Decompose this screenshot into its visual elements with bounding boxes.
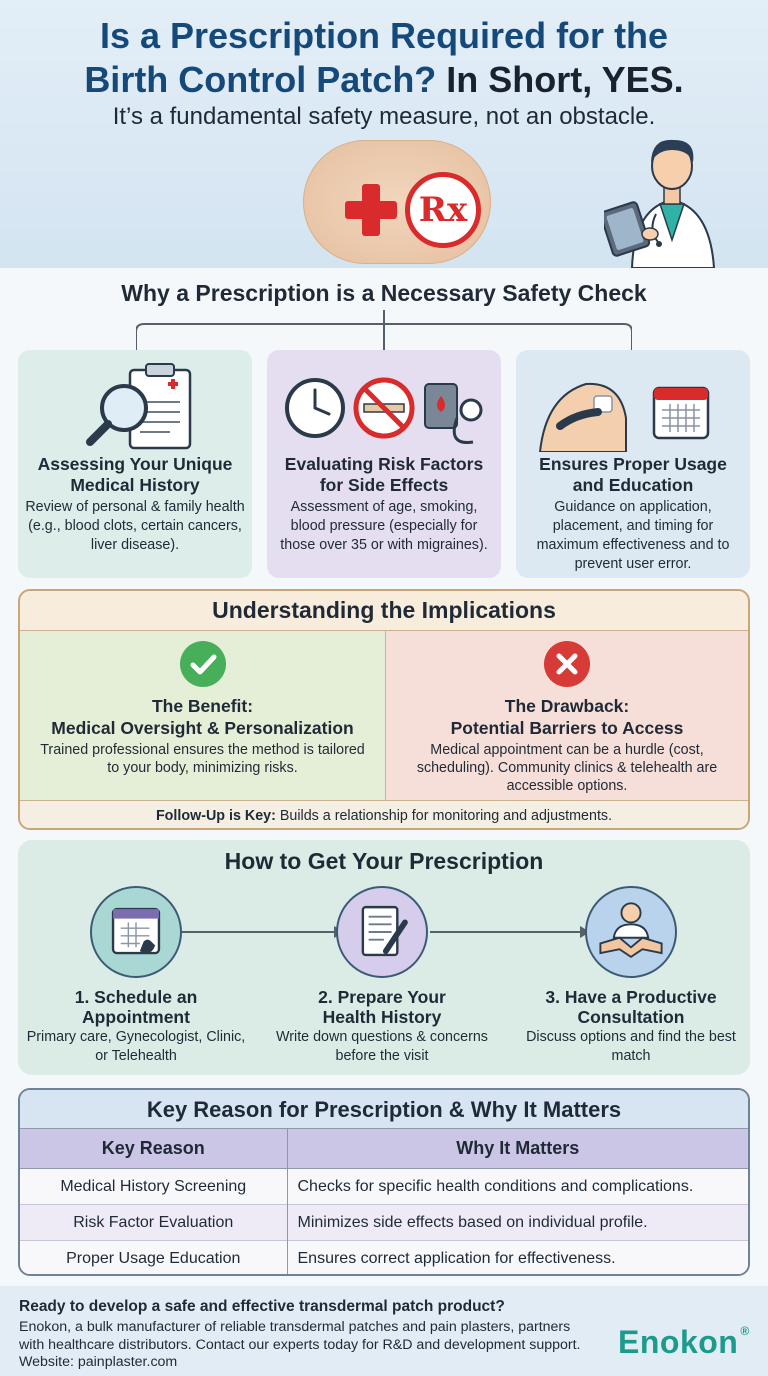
step-schedule [21,886,251,1066]
clock-icon [287,380,343,436]
risk-factor-icons [267,356,501,452]
table-title: Key Reason for Prescription & Why It Matters [20,1090,748,1128]
calendar-phone-icon [90,886,182,978]
table-row [20,1169,748,1205]
step-title: 1. Schedule an Appointment [74,987,198,1027]
benefit-column [20,630,386,800]
drawback-text: Medical appointment can be a hurdle (cost, scheduling). Community clinics & telehealth are accessible options. [416,742,718,794]
card-title: Evaluating Risk Factors for Side Effects [284,454,484,495]
card-medical-history [18,350,252,578]
card-risk-factors [267,350,501,578]
brand-logo[interactable] [618,1324,750,1361]
page-subtitle: It’s a fundamental safety measure, not an obstacle. [112,103,656,130]
step-title: 2. Prepare Your Health History [318,987,446,1027]
card-text: Guidance on application, placement, and timing for maximum effectiveness and to prevent user error. [536,499,730,572]
registered-mark: ® [740,1324,750,1338]
footer-blurb: Enokon, a bulk manufacturer of reliable transdermal patches and pain plasters, partners with healthcare distributors. Contact our experts today for R&D and development support. Website: painplaster.com [19,1319,581,1370]
checkmark-icon [180,641,226,687]
table-row [20,1241,748,1277]
patch-on-shoulder-icon [540,384,626,452]
table-cell: Medical History Screening [20,1169,287,1205]
table-grid [20,1128,748,1276]
calendar-icon [654,388,708,438]
how-to-section [18,840,750,1075]
card-text: Review of personal & family health (e.g., blood clots, certain cancers, liver disease). [25,499,245,553]
section-connector-lines [136,310,632,352]
followup-label: Follow-Up is Key: [155,808,276,824]
table-cell: Ensures correct application for effectiveness. [287,1241,748,1277]
table-cell: Minimizes side effects based on individual profile. [287,1205,748,1241]
no-smoking-icon [356,380,412,436]
table-cell: Risk Factor Evaluation [20,1205,287,1241]
doctor-handshake-icon [585,886,677,978]
hero-banner [0,0,768,268]
column-header: Why It Matters [287,1129,748,1169]
step-title: 3. Have a Productive Consultation [545,987,717,1027]
doctor-with-tablet-icon [604,130,740,268]
reasons-table [18,1088,750,1276]
column-header: Key Reason [20,1129,287,1169]
medical-cross-icon [345,184,397,236]
implications-title: Understanding the Implications [212,597,556,623]
drawback-column [386,630,748,800]
why-section-title: Why a Prescription is a Necessary Safety Check [121,280,647,306]
blood-pressure-icon [425,384,481,443]
card-title: Assessing Your Unique Medical History [37,454,233,495]
x-mark-icon [544,641,590,687]
title-question: Birth Control Patch? [84,59,437,100]
followup-note [20,800,748,830]
footer [0,1286,768,1376]
card-proper-usage [516,350,750,578]
rx-icon: Rx [405,172,481,248]
card-text: Assessment of age, smoking, blood pressure (especially for those over 35 or with migraines). [280,499,488,553]
implications-section [18,589,750,830]
table-header-row [20,1129,748,1169]
patch-calendar-icons [516,356,750,452]
clipboard-magnifier-icon [18,356,252,452]
drawback-title: The Drawback: Potential Barriers to Access [450,696,684,738]
table-cell: Checks for specific health conditions and complications. [287,1169,748,1205]
step-text: Primary care, Gynecologist, Clinic, or Telehealth [26,1029,246,1064]
card-title: Ensures Proper Usage and Education [539,454,727,495]
step-consult [516,886,746,1066]
notepad-pen-icon [336,886,428,978]
benefit-text: Trained professional ensures the method is tailored to your body, minimizing risks. [40,742,365,776]
page-title-line2 [0,58,768,102]
logo-text: Enokon [618,1324,739,1360]
benefit-title: The Benefit: Medical Oversight & Personalization [51,696,354,738]
title-answer: In Short, YES. [436,59,684,100]
table-cell: Proper Usage Education [20,1241,287,1277]
page-title-line1: Is a Prescription Required for the [99,15,669,56]
table-row [20,1205,748,1241]
step-text: Write down questions & concerns before the visit [276,1029,488,1064]
followup-text: Builds a relationship for monitoring and adjustments. [275,808,613,824]
footer-cta: Ready to develop a safe and effective transdermal patch product? [19,1298,505,1315]
step-prepare [267,886,497,1066]
step-text: Discuss options and find the best match [526,1029,736,1064]
how-to-title: How to Get Your Prescription [224,848,544,874]
